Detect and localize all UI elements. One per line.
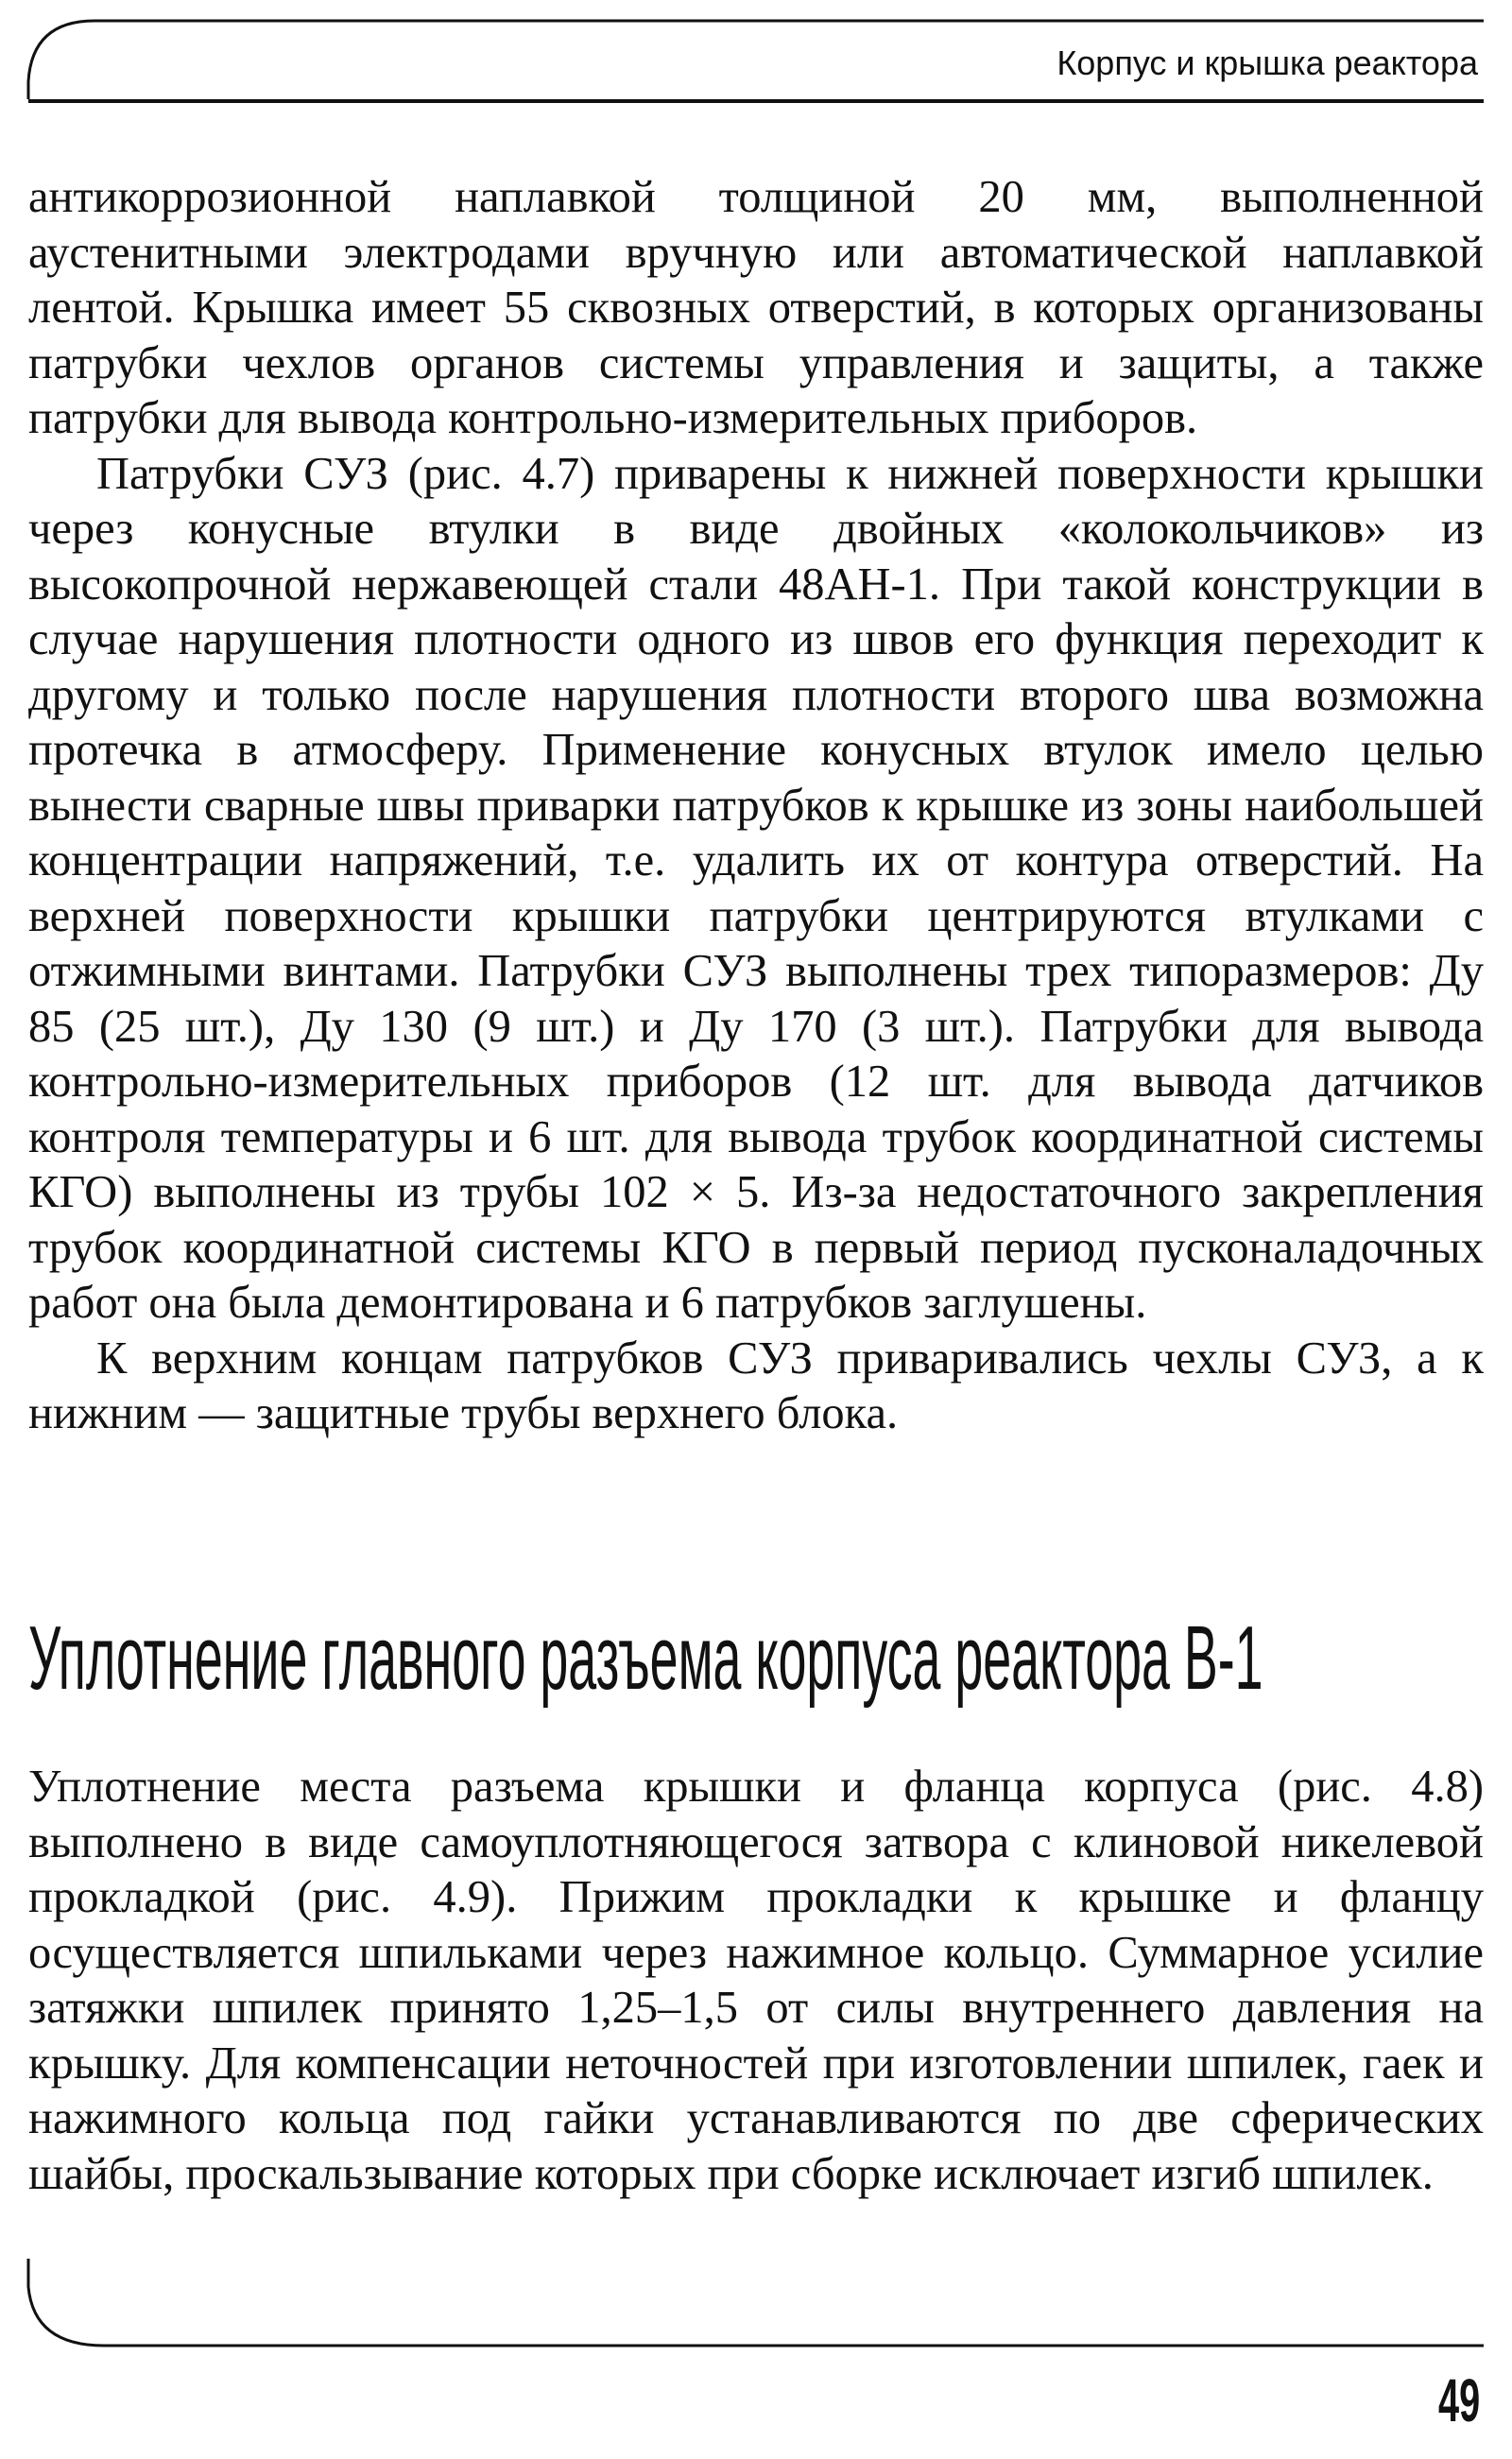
paragraph-suz-covers: К верхним концам патрубков СУЗ приваривались чехлы СУЗ, а к нижним — защитные трубы верхнего блока.: [28, 1333, 1484, 1438]
page-number: 49: [1437, 2366, 1480, 2434]
paragraph-seal: Уплотнение места разъема крышки и фланца корпуса (рис. 4.8) выполнено в виде самоуплотняющегося затвора с клиновой никелевой прокладкой (рис. 4.9). Прижим прокладки к крышке и фланцу осуществляется шпильками через нажимное кольцо. Суммарное усилие затяжки шпилек принято 1,25–1,5 от силы внутреннего давления на крышку. Для компенсации неточностей при изготовлении шпилек, гаек и нажимного кольца под гайки устанавливаются по две сферических шайбы, проскальзывание которых при сборке исключает изгиб шпилек.: [28, 1762, 1484, 2199]
paragraph-continuation: антикоррозионной наплавкой толщиной 20 мм, выполненной аустенитными электродами вручную или автоматической наплавкой лентой. Крышка имеет 55 сквозных отверстий, в которых организованы патрубки чехлов органов системы управления и защиты, а также патрубки для вывода контрольно-измерительных приборов.: [28, 172, 1484, 443]
section-heading: Уплотнение главного разъема корпуса реактора В-1: [28, 1608, 1263, 1709]
footer-frame-line: [0, 2259, 1512, 2363]
paragraph-suz-nozzles: Патрубки СУЗ (рис. 4.7) приварены к нижней поверхности крышки через конусные втулки в виде двойных «колокольчиков» из высокопрочной нержавеющей стали 48АН-1. При такой конструкции в случае нарушения плотности одного из швов его функция переходит к другому и только после нарушения плотности второго шва возможна протечка в атмосферу. Применение конусных втулок имело целью вынести сварные швы приварки патрубков к крышке из зоны наибольшей концентрации напряжений, т.е. удалить их от контура отверстий. На верхней поверхности крышки патрубки центрируются втулками с отжимными винтами. Патрубки СУЗ выполнены трех типоразмеров: Ду 85 (25 шт.), Ду 130 (9 шт.) и Ду 170 (3 шт.). Патрубки для вывода контрольно-измерительных приборов (12 шт. для вывода датчиков контроля температуры и 6 шт. для вывода трубок координатной системы КГО) выполнены из трубы 102 × 5. Из-за недостаточного закрепления трубок координатной системы КГО в первый период пусконаладочных работ она была демонтирована и 6 патрубков заглушены.: [28, 448, 1484, 1328]
body-text-section: [28, 1760, 1484, 2202]
body-text-top: [28, 170, 1484, 1442]
running-title: Корпус и крышка реактора: [1057, 43, 1478, 82]
